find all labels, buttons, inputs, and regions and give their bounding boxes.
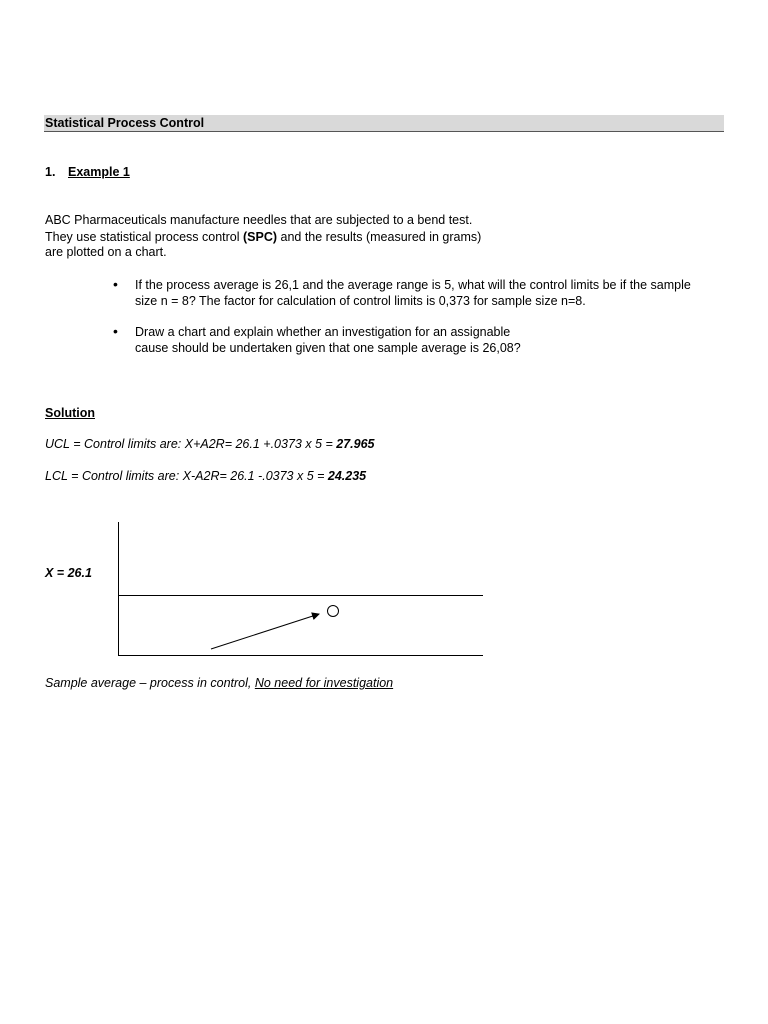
conclusion-text: Sample average – process in control, bbox=[45, 676, 255, 690]
bullet-2-line-2: cause should be undertaken given that one sample average is 26,08? bbox=[135, 341, 521, 355]
ucl-text: UCL = Control limits are: X+A2R= 26.1 +.0373 x 5 = bbox=[45, 437, 337, 451]
example-number: 1. bbox=[45, 165, 56, 179]
intro-line-3: are plotted on a chart. bbox=[45, 245, 167, 259]
sample-point bbox=[328, 606, 339, 617]
center-line-label: X = 26.1 bbox=[45, 566, 92, 580]
solution-heading: Solution bbox=[45, 406, 95, 420]
intro-line-2-pre: They use statistical process control bbox=[45, 230, 243, 244]
ucl-value: 27.965 bbox=[336, 437, 375, 451]
bullet-1-line-2: size n = 8? The factor for calculation of control limits is 0,373 for sample size n=8. bbox=[135, 294, 586, 308]
lcl-text: LCL = Control limits are: X-A2R= 26.1 -.0373 x 5 = bbox=[45, 469, 328, 483]
arrow-to-sample bbox=[211, 614, 319, 649]
intro-line-2-post: and the results (measured in grams) bbox=[277, 230, 482, 244]
conclusion-underlined: No need for investigation bbox=[254, 676, 394, 690]
bullet-1-line-1: If the process average is 26,1 and the average range is 5, what will the control limits be if the sample bbox=[135, 278, 691, 292]
intro-line-2-bold: (SPC) bbox=[243, 230, 278, 244]
lcl-value: 24.235 bbox=[327, 469, 367, 483]
bullet-marker: • bbox=[113, 323, 118, 339]
bullet-marker: • bbox=[113, 276, 118, 292]
conclusion bbox=[45, 675, 393, 691]
section-title: Statistical Process Control bbox=[44, 115, 724, 132]
intro-line-1: ABC Pharmaceuticals manufacture needles that are subjected to a bend test. bbox=[45, 213, 473, 227]
example-heading: Example 1 bbox=[68, 165, 130, 179]
bullet-2-line-1: Draw a chart and explain whether an investigation for an assignable bbox=[135, 325, 511, 339]
